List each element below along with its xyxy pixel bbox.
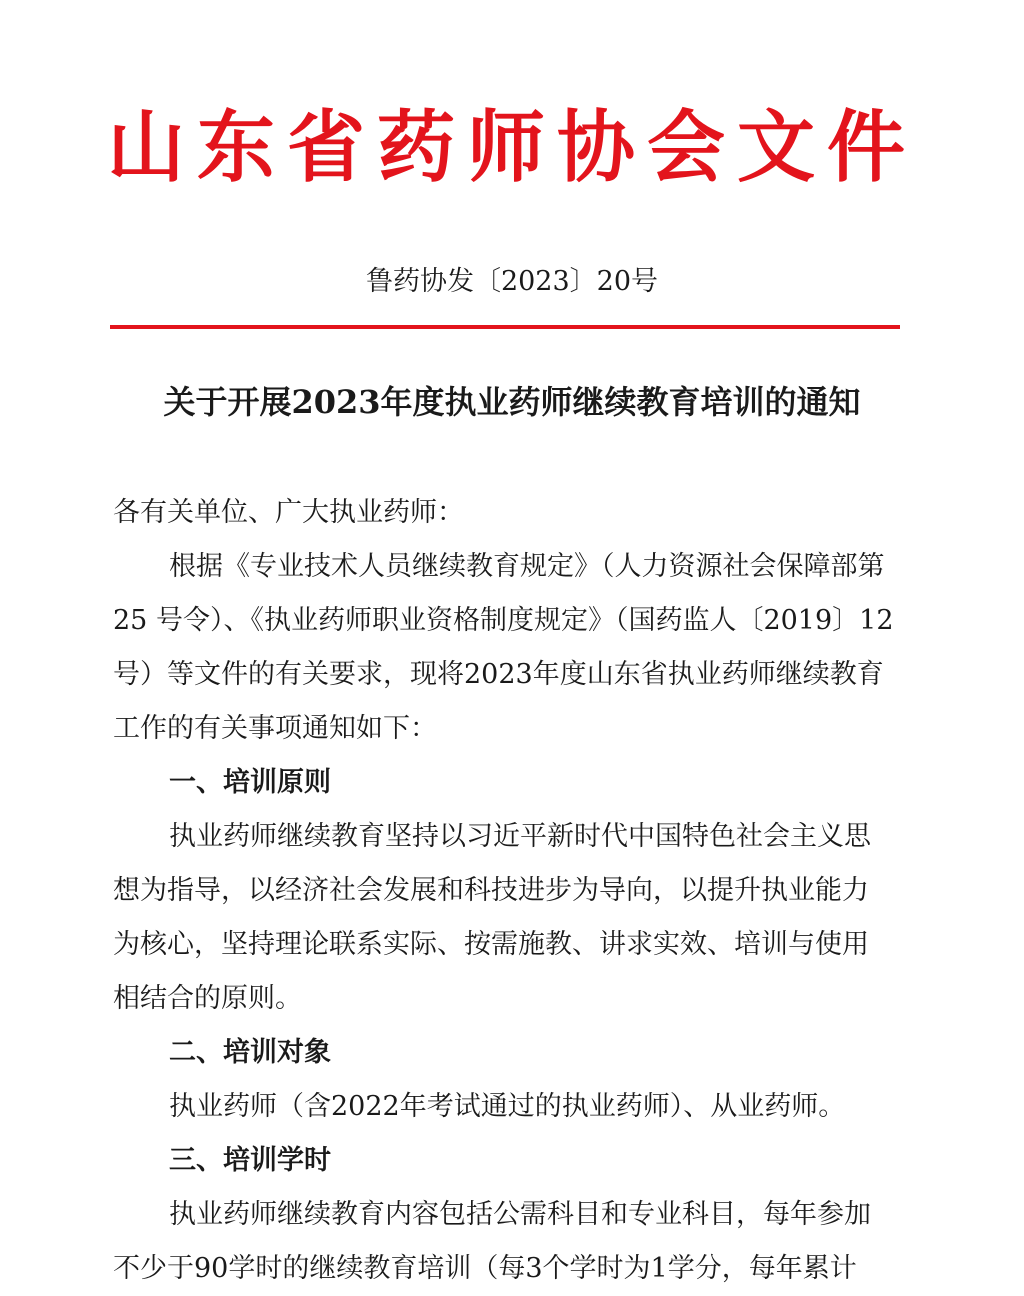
section-line: 执业药师继续教育内容包括公需科目和专业科目，每年参加 <box>169 1199 871 1230</box>
document-number: 鲁药协发〔2023〕20号 <box>365 266 659 297</box>
section-line: 执业药师（含2022年考试通过的执业药师）、从业药师。 <box>169 1091 846 1122</box>
section-line: 想为指导，以经济社会发展和科技进步为导向，以提升执业能力 <box>113 875 869 906</box>
section-line: 执业药师继续教育坚持以习近平新时代中国特色社会主义思 <box>169 821 871 852</box>
section-line: 不少于90学时的继续教育培训（每3个学时为1学分，每年累计 <box>113 1253 857 1284</box>
notice-body <box>113 486 903 1296</box>
salutation: 各有关单位、广大执业药师： <box>113 497 464 528</box>
section-heading-hours: 三、培训学时 <box>169 1145 331 1176</box>
intro-line: 号）等文件的有关要求，现将2023年度山东省执业药师继续教育 <box>113 659 884 690</box>
section-heading-principles: 一、培训原则 <box>169 767 331 798</box>
issuer-title: 山东省药师协会文件 <box>106 102 917 193</box>
section-line: 为核心，坚持理论联系实际、按需施教、讲求实效、培训与使用 <box>113 929 869 960</box>
red-divider <box>110 325 900 329</box>
intro-line: 工作的有关事项通知如下： <box>113 713 437 744</box>
intro-line: 根据《专业技术人员继续教育规定》（人力资源社会保障部第 <box>169 551 885 582</box>
notice-title: 关于开展2023年度执业药师继续教育培训的通知 <box>163 383 861 421</box>
intro-line: 25 号令）、《执业药师职业资格制度规定》（国药监人〔2019〕12 <box>113 605 894 636</box>
section-line: 相结合的原则。 <box>113 983 302 1014</box>
section-heading-target: 二、培训对象 <box>169 1037 331 1068</box>
